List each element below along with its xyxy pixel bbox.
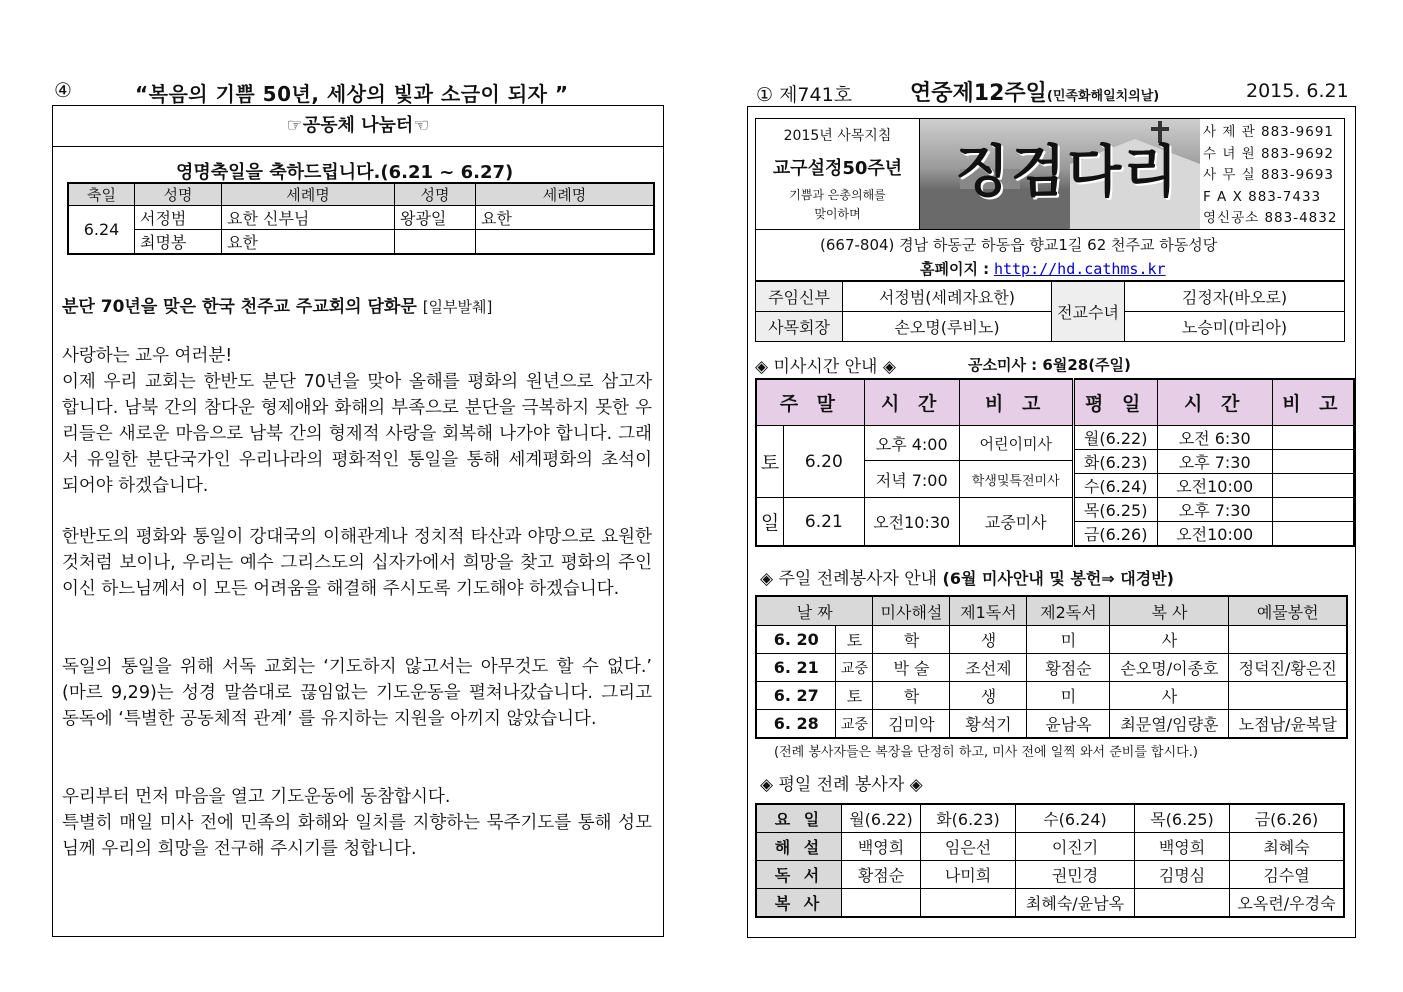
roster-header: 복 사 [1110, 596, 1229, 626]
feast-header: 성명 [395, 183, 476, 206]
weekday-role: 해 설 [756, 833, 842, 861]
mass-date: 6.21 [784, 498, 865, 547]
table-row [756, 379, 1354, 426]
staff-value: 서정범(세례자요한) [843, 282, 1052, 312]
roster-cell: 6. 27 [756, 682, 836, 710]
weekday-time: 오전10:00 [1157, 522, 1272, 547]
feast-table [67, 182, 655, 255]
roster-title-note: (6월 미사안내 및 봉헌⇒ 대경반) [942, 569, 1174, 588]
weekday-day: 월(6.22) [1073, 426, 1157, 450]
roster-cell: 교중 [836, 710, 873, 739]
mass-day: 토 [756, 426, 784, 498]
roster-cell: 정덕진/황은진 [1229, 654, 1347, 682]
roster-cell: 김미악 [873, 710, 950, 739]
feast-header: 세례명 [222, 183, 395, 206]
feast-cell: 왕광일 [395, 206, 476, 230]
feast-cell: 요한 신부님 [222, 206, 395, 230]
masthead-motto [756, 119, 920, 229]
homepage [920, 258, 1166, 279]
mass-note: 어린이미사 [959, 426, 1073, 461]
table-row [756, 426, 1354, 450]
mass-header: 비 고 [959, 379, 1073, 426]
weekday-cell [1135, 889, 1230, 918]
weekday-cell: 김명심 [1135, 861, 1230, 889]
roster-header: 제2독서 [1027, 596, 1110, 626]
table-row [756, 654, 1347, 682]
roster-cell: 사 [1110, 626, 1229, 654]
weekday-cell: 백영희 [1135, 833, 1230, 861]
weekday-cell: 나미희 [921, 861, 1016, 889]
jinggeomdari-logo: 징검다리 [955, 139, 1180, 205]
left-page-number: ④ [54, 78, 72, 102]
roster-cell: 생 [950, 682, 1027, 710]
roster-cell: 사 [1110, 682, 1229, 710]
weekday-cell: 황점순 [842, 861, 921, 889]
table-row [756, 498, 1354, 522]
sunday-title-text: 연중제12주일 [910, 81, 1047, 106]
weekday-note [1272, 450, 1354, 474]
church-address: (667-804) 경남 하동군 하동읍 향교1길 62 천주교 하동성당 [820, 236, 1218, 254]
weekday-cell: 이진기 [1016, 833, 1135, 861]
message-title-note: [일부발췌] [422, 298, 493, 316]
roster-cell: 학 [873, 682, 950, 710]
table-row [756, 312, 1345, 342]
table-row [756, 804, 1344, 833]
staff-value: 노승미(마리아) [1125, 312, 1345, 342]
weekday-servers-table [755, 803, 1345, 918]
table-row [756, 626, 1347, 654]
sunday-title [910, 76, 1159, 107]
mass-header: 평 일 [1073, 379, 1157, 426]
message-paragraph: 사랑하는 교우 여러분! [62, 346, 233, 366]
staff-value: 손오명(루비노) [843, 312, 1052, 342]
feast-header: 세례명 [476, 183, 655, 206]
weekday-note [1272, 426, 1354, 450]
weekday-day: 수(6.24) [1073, 474, 1157, 498]
weekday-note [1272, 522, 1354, 547]
roster-title-text: ◈ 주일 전례봉사자 안내 [760, 569, 938, 589]
feast-cell: 서정범 [135, 206, 222, 230]
weekday-cell: 오옥련/우경숙 [1230, 889, 1345, 918]
roster-cell: 황점순 [1027, 654, 1110, 682]
weekday-cell: 백영희 [842, 833, 921, 861]
feast-cell: 요한 [476, 206, 655, 230]
roster-cell: 최문열/임량훈 [1110, 710, 1229, 739]
weekday-servers-title: ◈ 평일 전례 봉사자 ◈ [760, 775, 923, 795]
roster-section-title [760, 564, 1174, 589]
contact-list [1203, 122, 1337, 230]
roster-cell: 미 [1027, 682, 1110, 710]
roster-cell: 교중 [836, 654, 873, 682]
weekday-cell: 최혜숙 [1230, 833, 1345, 861]
table-row [68, 206, 654, 230]
mass-time: 저녁 7:00 [864, 461, 959, 498]
mass-header: 비 고 [1272, 379, 1354, 426]
table-row [756, 889, 1344, 918]
table-row [756, 596, 1347, 626]
weekday-day: 화(6.23) [1073, 450, 1157, 474]
roster-cell: 6. 28 [756, 710, 836, 739]
weekday-note [1272, 474, 1354, 498]
mass-time: 오전10:30 [864, 498, 959, 547]
motto-line: 맞이하며 [814, 207, 861, 221]
roster-cell: 윤남옥 [1027, 710, 1110, 739]
issue-date: 2015. 6.21 [1246, 80, 1349, 102]
sunday-roster-table [755, 595, 1348, 739]
feast-date: 6.24 [68, 206, 135, 255]
weekday-time: 오후 7:30 [1157, 450, 1272, 474]
roster-cell [1229, 626, 1347, 654]
motto-line: 교구설정50주년 [772, 158, 903, 179]
message-paragraph: 한반도의 평화와 통일이 강대국의 이해관계나 정치적 타산과 야망으로 요원한 것처럼 보이나, 우리는 예수 그리스도의 십자가에서 희망을 찾고 평화의 주인이신 하느님께서 이 모든 어려움을 해결해 주시도록 기도해야 하겠습니다. [62, 527, 652, 599]
weekday-cell: 김수열 [1230, 861, 1345, 889]
weekday-cell [842, 889, 921, 918]
mass-time: 오후 4:00 [864, 426, 959, 461]
sunday-title-note: (민족화해일치의날) [1046, 89, 1160, 104]
message-title-text: 분단 70년을 맞은 한국 천주교 주교회의 담화문 [62, 297, 417, 317]
roster-cell: 학 [873, 626, 950, 654]
roster-cell: 조선제 [950, 654, 1027, 682]
roster-cell: 토 [836, 682, 873, 710]
contact-line: 사 제 관 883-9691 [1203, 124, 1334, 140]
roster-cell: 황석기 [950, 710, 1027, 739]
weekday-time: 오전10:00 [1157, 474, 1272, 498]
message-paragraph: 우리부터 먼저 마음을 열고 기도운동에 동참합시다. [62, 787, 451, 807]
feast-cell: 최명봉 [135, 230, 222, 255]
roster-cell: 손오명/이종호 [1110, 654, 1229, 682]
staff-label: 사목회장 [756, 312, 843, 342]
issue-number: ① 제741호 [756, 84, 853, 106]
message-paragraph: 특별히 매일 미사 전에 민족의 화해와 일치를 지향하는 묵주기도를 통해 성모님께 우리의 희망을 전구해 주시기를 청합니다. [62, 813, 652, 859]
feast-title: 영명축일을 축하드립니다.(6.21 ~ 6.27) [176, 162, 514, 183]
weekday-role: 복 사 [756, 889, 842, 918]
weekday-header: 요 일 [756, 804, 842, 833]
contact-line: 수 녀 원 883-9692 [1203, 145, 1334, 162]
mass-schedule-table [755, 378, 1355, 547]
weekday-cell: 최혜숙/윤남옥 [1016, 889, 1135, 918]
feast-cell: 요한 [222, 230, 395, 255]
roster-note: (전례 봉사자들은 복장을 단정히 하고, 미사 전에 일찍 와서 준비를 합시다.) [774, 745, 1198, 760]
table-row [756, 833, 1344, 861]
community-section-header: ☞공동체 나눔터☜ [53, 106, 663, 147]
roster-cell: 노점남/윤복달 [1229, 710, 1347, 739]
staff-label: 주임신부 [756, 282, 843, 312]
weekday-note [1272, 498, 1354, 522]
weekday-cell: 임은선 [921, 833, 1016, 861]
roster-cell: 6. 21 [756, 654, 836, 682]
table-row [756, 710, 1347, 739]
table-row [68, 183, 654, 206]
staff-table [755, 281, 1345, 342]
staff-label: 전교수녀 [1052, 282, 1125, 342]
homepage-label: 홈페이지 : [920, 260, 990, 278]
left-slogan: “복음의 기쁨 50년, 세상의 빛과 소금이 되자 ” [135, 82, 569, 106]
table-row [756, 861, 1344, 889]
roster-header: 미사해설 [873, 596, 950, 626]
roster-cell: 6. 20 [756, 626, 836, 654]
feast-header: 축일 [68, 183, 135, 206]
weekday-header: 화(6.23) [921, 804, 1016, 833]
roster-cell: 생 [950, 626, 1027, 654]
gongso-mass: 공소미사 : 6월28(주일) [968, 356, 1131, 374]
mass-note: 학생및특전미사 [959, 461, 1073, 498]
roster-cell: 박 술 [873, 654, 950, 682]
roster-cell: 미 [1027, 626, 1110, 654]
mass-day: 일 [756, 498, 784, 547]
weekday-role: 독 서 [756, 861, 842, 889]
message-title [62, 292, 492, 317]
feast-cell [395, 230, 476, 255]
roster-header: 날 짜 [756, 596, 873, 626]
weekday-cell [921, 889, 1016, 918]
mass-header: 시 간 [1157, 379, 1272, 426]
homepage-link[interactable]: http://hd.cathms.kr [993, 260, 1166, 278]
mass-note: 교중미사 [959, 498, 1073, 547]
mass-header: 시 간 [864, 379, 959, 426]
mass-date: 6.20 [784, 426, 865, 498]
motto-line: 2015년 사목지침 [783, 128, 892, 144]
message-paragraph: 이제 우리 교회는 한반도 분단 70년을 맞아 올해를 평화의 원년으로 삼고자 합니다. 남북 간의 참다운 형제애와 화해의 부족으로 분단을 극복하지 못한 우리들은 새로운 마음으로 남북 간의 형제적 사랑을 회복해 나가야 합니다. 그래서 유일한 분단국가인 우리나라의 평화적인 통일을 통해 세계평화의 초석이 되어야 하겠습니다. [62, 372, 652, 496]
roster-cell: 토 [836, 626, 873, 654]
contact-line: 사 무 실 883-9693 [1203, 167, 1334, 183]
table-row [756, 282, 1345, 312]
weekday-cell: 권민경 [1016, 861, 1135, 889]
table-row [68, 230, 654, 255]
contact-line: 영신공소 883-4832 [1203, 210, 1338, 226]
mass-header: 주 말 [756, 379, 864, 426]
weekday-header: 금(6.26) [1230, 804, 1345, 833]
weekday-time: 오후 7:30 [1157, 498, 1272, 522]
weekday-day: 금(6.26) [1073, 522, 1157, 547]
feast-header: 성명 [135, 183, 222, 206]
weekday-header: 목(6.25) [1135, 804, 1230, 833]
roster-header: 예물봉헌 [1229, 596, 1347, 626]
mass-section-title: ◈ 미사시간 안내 ◈ [755, 357, 896, 377]
staff-value: 김정자(바오로) [1125, 282, 1345, 312]
feast-cell [476, 230, 655, 255]
weekday-day: 목(6.25) [1073, 498, 1157, 522]
roster-cell [1229, 682, 1347, 710]
weekday-time: 오전 6:30 [1157, 426, 1272, 450]
motto-line: 기쁨과 은총의해를 [789, 188, 886, 202]
weekday-header: 월(6.22) [842, 804, 921, 833]
contact-line: F A X 883-7433 [1203, 188, 1322, 205]
weekday-header: 수(6.24) [1016, 804, 1135, 833]
table-row [756, 682, 1347, 710]
roster-header: 제1독서 [950, 596, 1027, 626]
message-paragraph: 독일의 통일을 위해 서독 교회는 ‘기도하지 않고서는 아무것도 할 수 없다.’ (마르 9,29)는 성경 말씀대로 끊임없는 기도운동을 펼쳐나갔습니다. 그리고 동독에 ‘특별한 공동체적 관계’ 를 유지하는 지원을 아끼지 않았습니다. [62, 657, 652, 729]
